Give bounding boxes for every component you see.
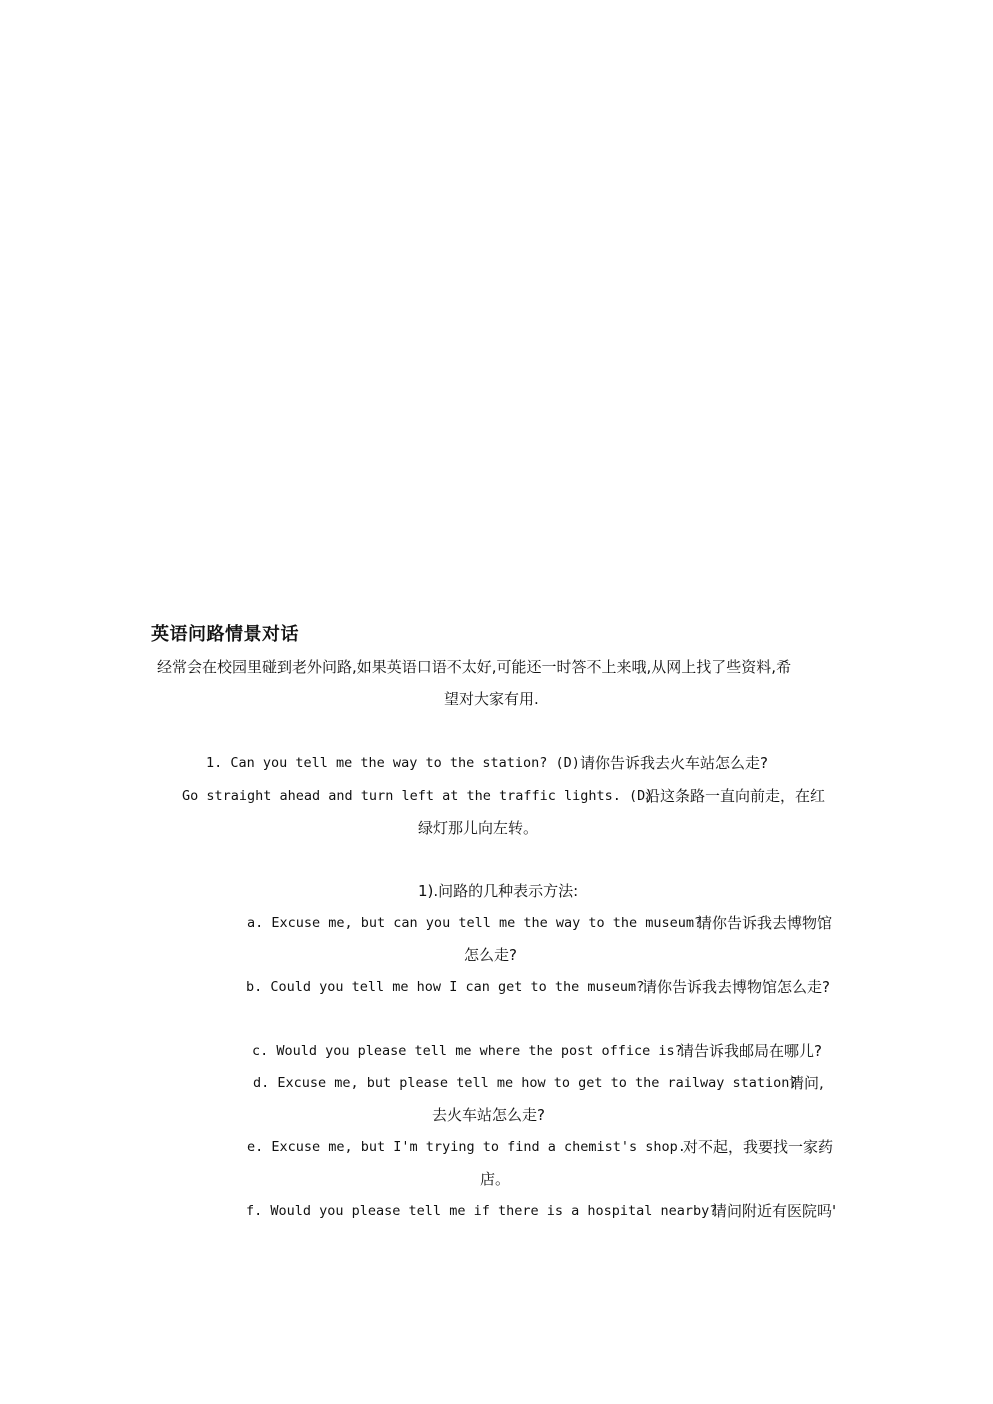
intro-line-2: 望对大家有用. [444,690,539,708]
phrase-e-en: e. Excuse me, but I'm trying to find a chemist's shop. [247,1139,686,1155]
phrase-d-en: d. Excuse me, but please tell me how to get to the railway station? [253,1075,798,1091]
phrase-b-zh: 请你告诉我去博物馆怎么走? [642,978,830,996]
phrase-c-zh: 请告诉我邮局在哪儿? [679,1042,822,1060]
phrase-a-zh: 请你告诉我去博物馆 [697,914,833,932]
phrase-d-zh-line2: 去火车站怎么走? [432,1106,545,1124]
phrase-b-en: b. Could you tell me how I can get to the museum? [246,979,645,995]
phrase-a-en: a. Excuse me, but can you tell me the way to the museum? [247,915,703,931]
phrase-e-zh-line2: 店。 [480,1170,511,1188]
intro-line-1: 经常会在校园里碰到老外问路,如果英语口语不太好,可能还一时答不上来哦,从网上找了些资料,希 [157,658,792,676]
phrase-a-zh-line2: 怎么走? [464,946,517,964]
item1-question-en: 1. Can you tell me the way to the station? (D) [206,755,580,771]
document-title: 英语问路情景对话 [151,624,299,645]
phrase-f-zh: 请问附近有医院吗' [712,1202,837,1220]
item1-question-zh: 请你告诉我去火车站怎么走? [580,754,768,772]
phrase-f-en: f. Would you please tell me if there is a hospital nearby? [246,1203,718,1219]
phrase-d-zh: 请问, [789,1074,824,1092]
item1-answer-en: Go straight ahead and turn left at the traffic lights. (D) [182,788,654,804]
item1-answer-zh-line2: 绿灯那儿向左转。 [418,819,539,837]
item1-answer-zh-line1: 沿这条路一直向前走，在红 [645,787,826,805]
subsection-heading: 1).问路的几种表示方法: [418,882,579,900]
phrase-c-en: c. Would you please tell me where the post office is? [252,1043,683,1059]
phrase-e-zh: 对不起，我要找一家药 [683,1138,834,1156]
